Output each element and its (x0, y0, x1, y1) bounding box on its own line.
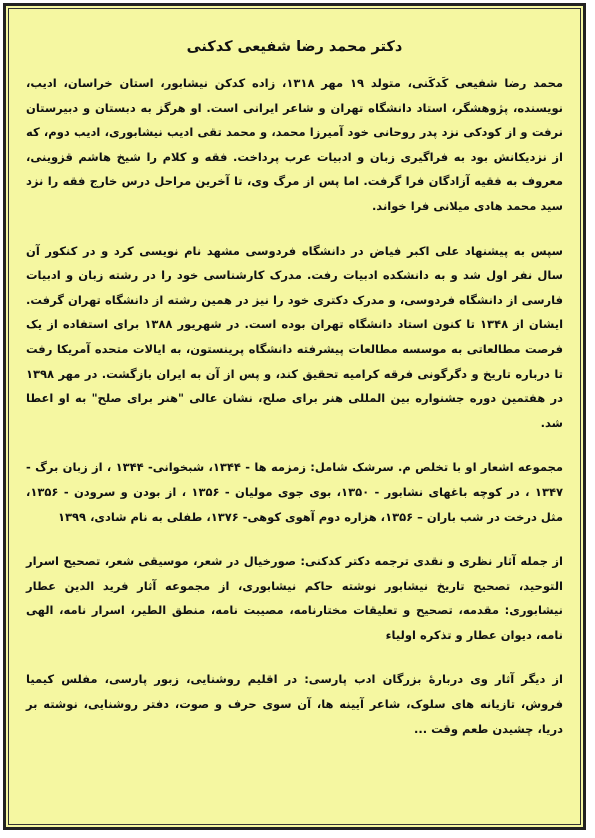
document-page (3, 3, 586, 830)
paragraph-education: سپس به پیشنهاد علی اکبر فیاض در دانشگاه فردوسی مشهد نام نویسی کرد و در کنکور آن سال نفر اول شد و به دانشکده ادبیات رفت. مدرک کارشناسی خود را در رشته زبان و ادبیات فارسی از دانشگاه فردوسی، و مدرک دکتری خود را نیز در همین رشته از دانشگاه تهران گرفت. ایشان از ۱۳۴۸ تا کنون استاد دانشگاه تهران بوده است. در شهریور ۱۳۸۸ برای استفاده از یک فرصت مطالعاتی به موسسه مطالعات پیشرفته دانشگاه پرینستون، به ایالات متحده آمریکا رفت تا درباره تاریخ و دگرگونی فرقه کرامیه تحقیق کند، و پس از آن به ایران بازگشت. در مهر ۱۳۹۸ در هفتمین دوره جشنواره بین المللی هنر برای صلح، نشان عالی "هنر برای صلح" به او اعطا شد. (26, 243, 564, 430)
paragraph-other-works: از دیگر آثار وی دربارۀ بزرگان ادب پارسی: در اقلیم روشنایی، زبور پارسی، مفلس کیمیا فروش، تازیانه های سلوک، شاعر آیینه ها، آن سوی حرف و صوت، دفتر روشنایی، نوشته بر دریا، چشیدن طعم وقت ... (26, 672, 563, 736)
document-title: دکتر محمد رضا شفیعی کدکنی (186, 39, 403, 55)
paragraph-poetry-collections: مجموعه اشعار او با تخلص م. سرشک شامل: زمزمه ها - ۱۳۴۴، شبخوانی- ۱۳۴۴ ، از زبان برگ - ۱۳۴۷ ، در کوچه باغهای نشابور - ۱۳۵۰، بوی جوی مولیان - ۱۳۵۶ ، از بودن و سرودن - ۱۳۵۶، مثل درخت در شب باران – ۱۳۵۶، هزاره دوم آهوی کوهی- ۱۳۷۶، طفلی به نام شادی، ۱۳۹۹ (26, 460, 563, 524)
document-content (26, 36, 563, 761)
paragraph-scholarly-works: از جمله آثار نظری و نقدی ترجمه دکتر کدکنی: صورخیال در شعر، موسیقی شعر، تصحیح اسرار التوحید، تصحیح تاریخ نیشابور نوشته حاکم نیشابوری، از مجموعه آثار فرید الدین عطار نیشابوری: مقدمه، تصحیح و تعلیقات مختارنامه، مصیبت نامه، منطق الطیر، اسرار نامه، الهی نامه، دیوان عطار و تذکره اولیاء (26, 554, 563, 642)
paragraph-biography: محمد رضا شفیعی کَدکَنی، متولد ۱۹ مهر ۱۳۱۸، زاده کدکن نیشابور، استان خراسان، ادیب، نویسنده، پژوهشگر، استاد دانشگاه تهران و شاعر ایرانی است. او هرگز به دبستان و دبیرستان نرفت و از کودکی نزد پدر روحانی خود آمیرزا محمد، و محمد تقی ادیب نیشابوری، ادیب دوم، که از نزدیکانش بود به فراگیری زبان و ادبیات عرب پرداخت. فقه و کلام را شیخ هاشم قزوینی، معروف به فقیه آزادگان فرا گرفت. اما پس از مرگ وی، تا آخرین مراحل درس خارج فقه را نزد سید محمد هادی میلانی فرا خواند. (26, 76, 563, 213)
